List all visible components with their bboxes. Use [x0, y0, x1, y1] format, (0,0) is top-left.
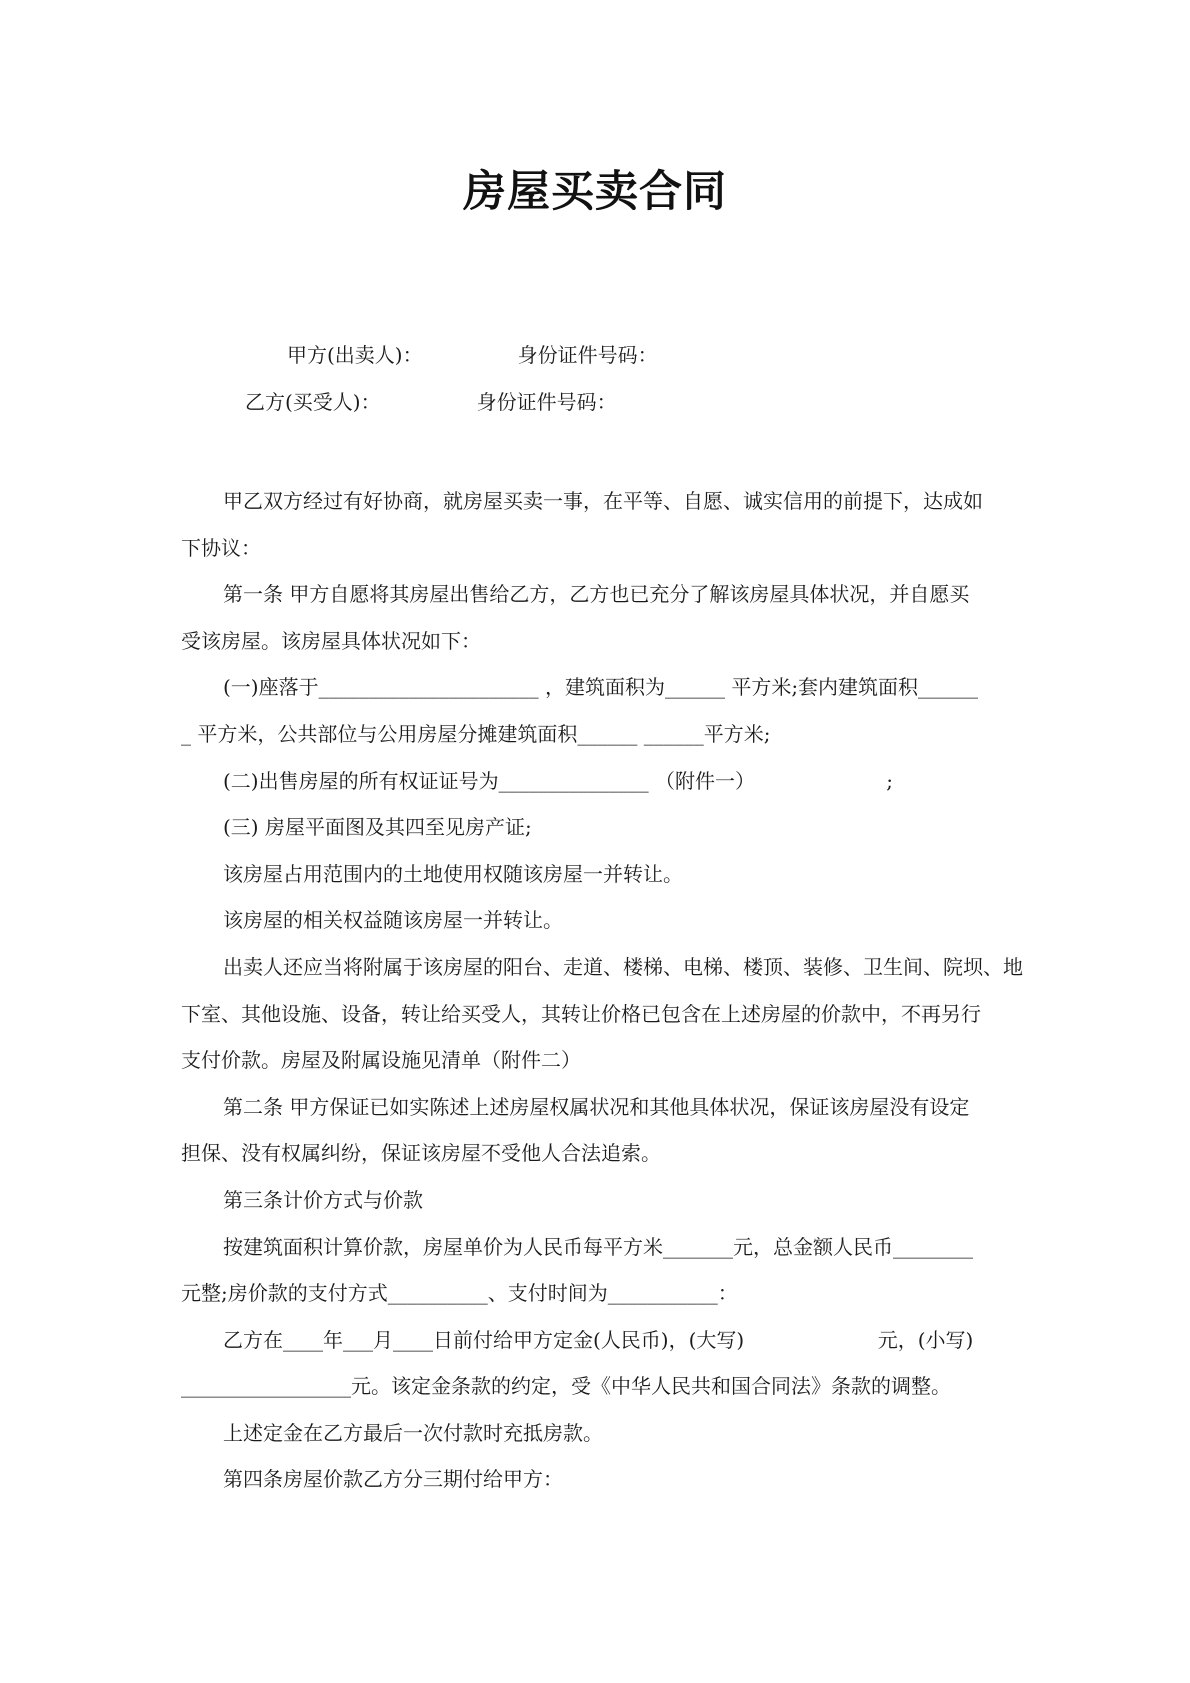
body-line: _________________元。该定金条款的约定，受《中华人民共和国合同法》条款的调整。: [181, 1374, 951, 1399]
buyer-row: [245, 390, 617, 414]
seller-label: 甲方(出卖人)：: [287, 343, 423, 367]
body-line: 第四条房屋价款乙方分三期付给甲方：: [223, 1467, 563, 1492]
body-line: 第二条 甲方保证已如实陈述上述房屋权属状况和其他具体状况，保证该房屋没有设定: [223, 1094, 970, 1119]
body-line: 乙方在____年___月____日前付给甲方定金(人民币)，(大写) 元，(小写): [223, 1327, 974, 1352]
body-line: 甲乙双方经过有好协商，就房屋买卖一事，在平等、自愿、诚实信用的前提下，达成如: [223, 489, 983, 513]
body-line: (一)座落于______________________ ，建筑面积为______ 平方米;套内建筑面积______: [223, 675, 979, 700]
contract-body: [181, 478, 1023, 1503]
body-line-with-tail: [181, 758, 1013, 805]
body-line: (三) 房屋平面图及其四至见房产证;: [223, 815, 532, 840]
body-line: 担保、没有权属纠纷，保证该房屋不受他人合法追索。: [181, 1141, 661, 1166]
body-line: 该房屋的相关权益随该房屋一并转让。: [223, 908, 563, 933]
body-line: _ 平方米，公共部位与公用房屋分摊建筑面积______ ______平方米;: [181, 721, 771, 746]
buyer-id-label: 身份证件号码：: [476, 390, 617, 414]
body-line: 下协议：: [181, 535, 261, 560]
seller-id-label: 身份证件号码：: [517, 343, 658, 367]
buyer-label: 乙方(买受人)：: [245, 390, 381, 414]
body-line: (二)出售房屋的所有权证证号为_______________ （附件一）: [223, 768, 755, 793]
body-line: 受该房屋。该房屋具体状况如下：: [181, 628, 481, 653]
body-line: 上述定金在乙方最后一次付款时充抵房款。: [223, 1420, 603, 1445]
seller-row: [287, 343, 658, 367]
body-line: 支付价款。房屋及附属设施见清单（附件二）: [181, 1048, 581, 1073]
body-line: 第一条 甲方自愿将其房屋出售给乙方，乙方也已充分了解该房屋具体状况，并自愿买: [223, 582, 970, 607]
body-line: 出卖人还应当将附属于该房屋的阳台、走道、楼梯、电梯、楼顶、装修、卫生间、院坝、地: [223, 954, 1023, 979]
document-title: 房屋买卖合同: [463, 167, 727, 217]
body-line: 按建筑面积计算价款，房屋单价为人民币每平方米_______元，总金额人民币________: [223, 1234, 973, 1259]
line-tail-semicolon: ;: [886, 768, 893, 793]
body-line: 下室、其他设施、设备，转让给买受人，其转让价格已包含在上述房屋的价款中，不再另行: [181, 1001, 981, 1026]
body-line: 该房屋占用范围内的土地使用权随该房屋一并转让。: [223, 861, 683, 886]
body-line: 元整;房价款的支付方式__________、支付时间为___________：: [181, 1281, 738, 1306]
body-line: 第三条计价方式与价款: [223, 1187, 423, 1212]
